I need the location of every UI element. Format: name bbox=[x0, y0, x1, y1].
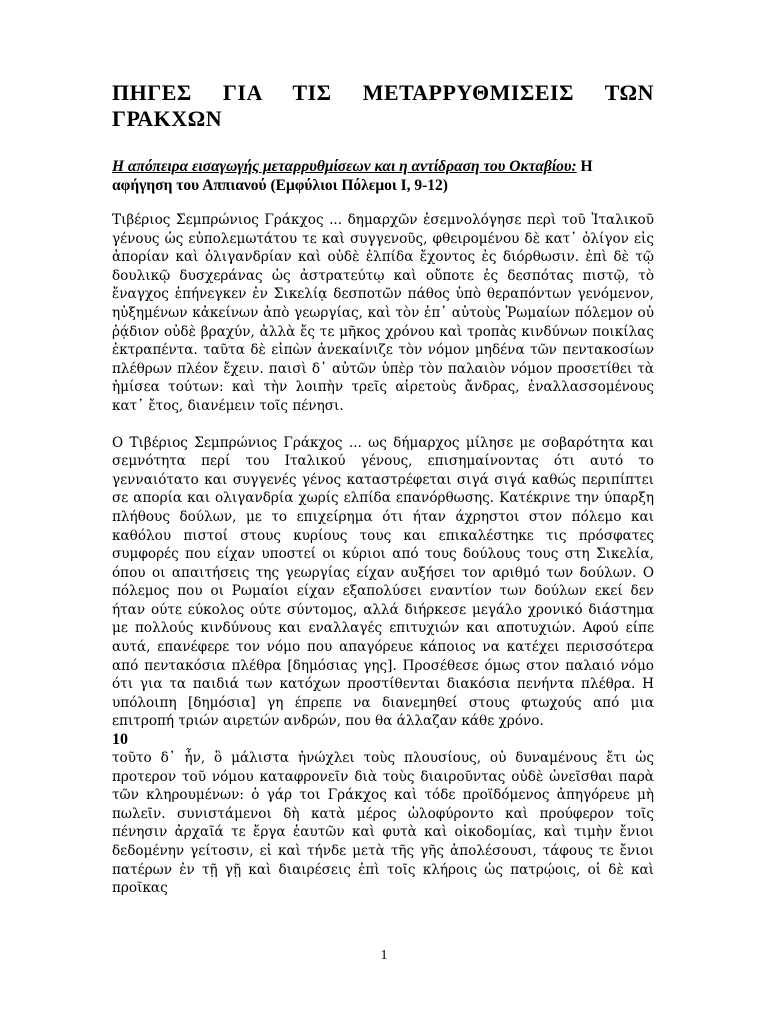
page-number: 1 bbox=[380, 948, 388, 963]
paragraph-spacer bbox=[112, 416, 654, 434]
subtitle-rest: Η αφήγηση του Αππιανού (Εμφύλιοι Πόλεμοι I, 9-12) bbox=[112, 158, 593, 194]
document-page bbox=[112, 80, 654, 898]
page-subtitle bbox=[112, 157, 654, 195]
page-title: ΠΗΓΕΣ ΓΙΑ ΤΙΣ ΜΕΤΑΡΡΥΘΜΙΣΕΙΣ ΤΩΝ ΓΡΑΚΧΩΝ bbox=[112, 80, 654, 131]
ancient-greek-paragraph: Τιβέριος Σεμπρώνιος Γράκχος ... δημαρχῶν ἐσεμνολόγησε περὶ τοῦ Ἰταλικοῦ γένους ὡς εὐπολεμωτάτου τε καὶ συγγενοῦς, φθειρομένου δὲ κατ᾽ ὀλίγον εἰς ἀπορίαν καὶ ὀλιγανδρίαν καὶ οὐδὲ ἐλπίδα ἔχοντος ἐς διόρθωσιν. ἐπὶ δὲ τῷ δουλικῷ δυσχεράνας ὡς ἀστρατεύτῳ καὶ οὔποτε ἐς δεσπότας πιστῷ, τὸ ἔναγχος ἐπήνεγκεν ἐν Σικελίᾳ δεσποτῶν πάθος ὑπὸ θεραπόντων γενόμενον, ηὐξημένων κἀκείνων ἀπὸ γεωργίας, καὶ τὸν ἐπ᾽ αὐτοὺς Ῥωμαίων πόλεμον οὐ ῥᾴδιον οὐδὲ βραχύν, ἀλλὰ ἔς τε μῆκος χρόνου καὶ τροπὰς κινδύνων ποικίλας ἐκτραπέντα. ταῦτα δὲ εἰπὼν ἀνεκαίνιζε τὸν νόμον μηδένα τῶν πεντακοσίων πλέθρων πλέον ἔχειν. παισὶ δ᾽ αὐτῶν ὑπὲρ τὸν παλαιὸν νόμον προσετίθει τὰ ἡμίσεα τούτων: καὶ τὴν λοιπὴν τρεῖς αἱρετοὺς ἄνδρας, ἐναλλασσομένους κατ᾽ ἔτος, διανέμειν τοῖς πένησι. bbox=[112, 212, 654, 414]
section-number: 10 bbox=[112, 731, 128, 749]
subtitle-underlined: Η απόπειρα εισαγωγής μεταρρυθμίσεων και η αντίδραση του Οκταβίου: bbox=[112, 158, 577, 175]
ancient-greek-paragraph-section-10: τοῦτο δ᾽ ἦν, ὃ μάλιστα ἠνώχλει τοὺς πλουσίους, οὐ δυναμένους ἔτι ὡς προτερον τοῦ νόμου καταφρονεῖν διὰ τοὺς διαιροῦντας οὐδὲ ὠνεῖσθαι παρὰ τῶν κληρουμένων: ὁ γάρ τοι Γράκχος καὶ τόδε προϊδόμενος ἀπηγόρευε μὴ πωλεῖν. συνιστάμενοι δὴ κατὰ μέρος ὠλοφύροντο καὶ προύφερον τοῖς πένησιν ἀρχαῖά τε ἔργα ἑαυτῶν καὶ φυτὰ καὶ οἰκοδομίας, καὶ τιμὴν ἔνιοι δεδομένην γείτοσιν, εἰ καὶ τήνδε μετὰ τῆς γῆς ἀπολέσουσι, τάφους τε ἔνιοι πατέρων ἐν τῇ γῇ καὶ διαιρέσεις ἐπὶ τοῖς κλήροις ὡς πατρῴοις, οἱ δὲ καὶ προῖκας bbox=[112, 750, 654, 897]
modern-greek-paragraph: Ο Τιβέριος Σεμπρώνιος Γράκχος ... ως δήμαρχος μίλησε με σοβαρότητα και σεμνότητα περί του Ιταλικού γένους, επισημαίνοντας ότι αυτό το γενναιότατο και συγγενές γένος καταστρέφεται σιγά σιγά καθώς περιπίπτει σε απορία και ολιγανδρία χωρίς ελπίδα επανόρθωσης. Κατέκρινε την ύπαρξη πλήθους δούλων, με το επιχείρημα ότι ήταν άχρηστοι στον πόλεμο και καθόλου πιστοί στους κυρίους τους και επικαλέστηκε τις πρόσφατες συμφορές που είχαν υποστεί οι κύριοι από τους δούλους τους στη Σικελία, όπου οι απαιτήσεις της γεωργίας είχαν αυξήσει τον αριθμό των δούλων. Ο πόλεμος που οι Ρωμαίοι είχαν εξαπολύσει εναντίον των δούλων εκεί δεν ήταν ούτε εύκολος ούτε σύντομος, αλλά διήρκεσε μεγάλο χρονικό διάστημα με πολλούς κινδύνους και εναλλαγές επιτυχιών και αποτυχιών. Αφού είπε αυτά, επανέφερε τον νόμο που απαγόρευε κάποιος να κατέχει περισσότερα από πεντακόσια πλέθρα [δημόσιας γης]. Προσέθεσε όμως στον παλαιό νόμο ότι για τα παιδιά των κατόχων προστίθενται διακόσια πενήντα πλέθρα. Η υπόλοιπη [δημόσια] γη έπρεπε να διανεμηθεί στους φτωχούς από μια επιτροπή τριών αιρετών ανδρών, που θα άλλαζαν κάθε χρόνο. bbox=[112, 434, 654, 730]
